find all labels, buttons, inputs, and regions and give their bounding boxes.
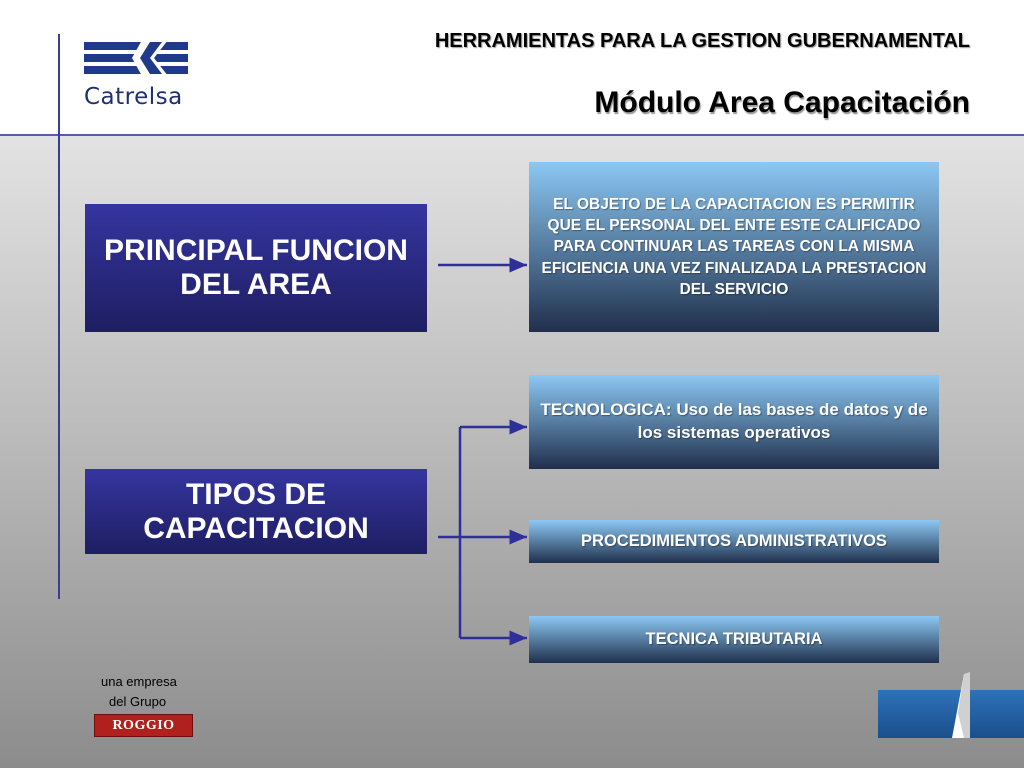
page-title: Módulo Area Capacitación — [594, 86, 970, 119]
tecnologica-box — [529, 375, 939, 469]
logo-wordmark: Catrelsa — [84, 84, 183, 110]
corner-decoration-icon — [878, 672, 1024, 738]
procedimientos-box — [529, 520, 939, 563]
presentation-title: HERRAMIENTAS PARA LA GESTION GUBERNAMENTAL — [434, 30, 970, 52]
principal-detail-text: EL OBJETO DE LA CAPACITACION ES PERMITIR QUE EL PERSONAL DEL ENTE ESTE CALIFICADO PARA CONTINUAR LAS TAREAS CON LA MISMA EFICIENCIA UNA VEZ FINALIZADA LA PRESTACION DEL SERVICIO — [541, 195, 927, 299]
principal-detail-box — [529, 162, 939, 332]
footer-line-2: del Grupo — [109, 694, 167, 709]
footer-line-1: una empresa — [101, 674, 177, 689]
roggio-logo-text: ROGGIO — [112, 717, 175, 733]
tecnica-tributaria-box — [529, 616, 939, 663]
tipos-capacitacion-label: TIPOS DE CAPACITACION — [143, 477, 369, 545]
tipos-capacitacion-box — [85, 469, 427, 554]
roggio-logo — [94, 714, 193, 737]
principal-funcion-box — [85, 204, 427, 332]
principal-funcion-label: PRINCIPAL FUNCION DEL AREA — [104, 234, 408, 301]
tecnologica-text: TECNOLOGICA: Uso de las bases de datos y de los sistemas operativos — [540, 400, 928, 442]
procedimientos-text: PROCEDIMIENTOS ADMINISTRATIVOS — [581, 532, 887, 550]
tecnica-tributaria-text: TECNICA TRIBUTARIA — [645, 630, 823, 648]
